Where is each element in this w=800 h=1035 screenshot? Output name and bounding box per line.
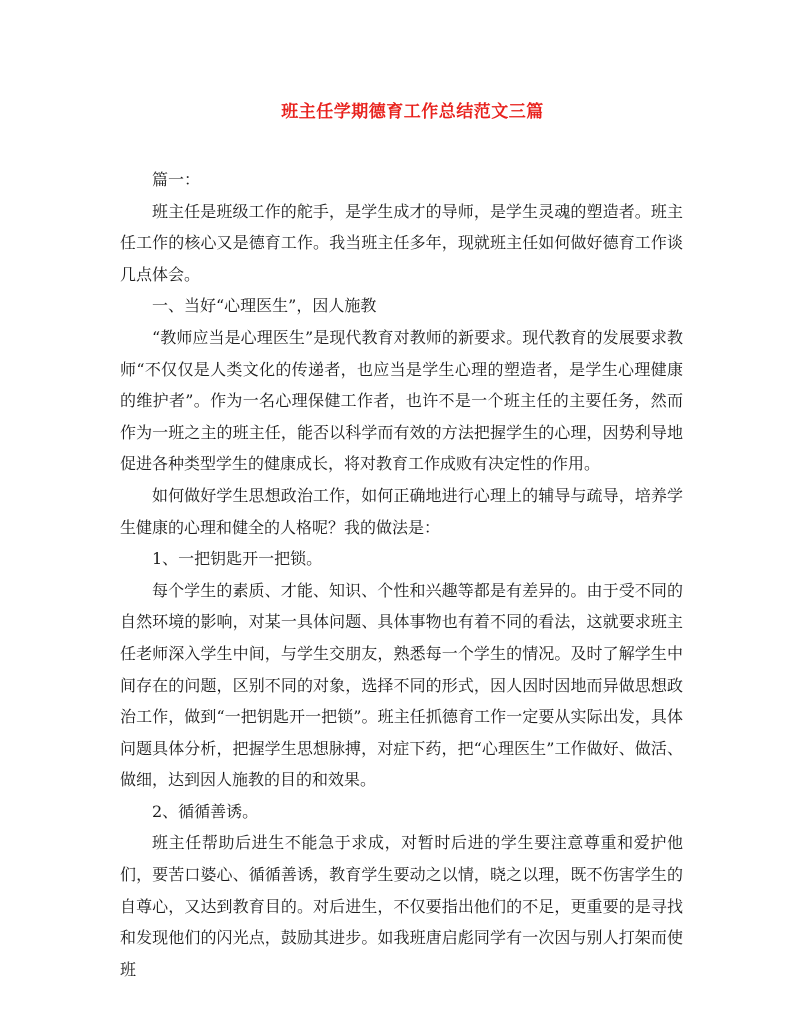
section-heading: 一、当好“心理医生”，因人施教 (152, 296, 377, 316)
paragraph: 班主任是班级工作的舵手，是学生成才的导师，是学生灵魂的塑造者。班主任工作的核心又是德育工作。我当班主任多年，现就班主任如何做好德育工作谈几点体会。 (120, 201, 683, 284)
paragraph: “教师应当是心理医生”是现代教育对教师的新要求。现代教育的发展要求教师“不仅仅是人类文化的传递者，也应当是学生心理的塑造者，是学生心理健康的维护者”。作为一名心理保健工作者，也许不是一个班主任的主要任务，然而作为一班之主的班主任，能否以科学而有效的方法把握学生的心理，因势利导地促进各种类型学生的健康成长，将对教育工作成败有决定性的作用。 (120, 327, 683, 474)
paragraph: 如何做好学生思想政治工作，如何正确地进行心理上的辅导与疏导，培养学生健康的心理和健全的人格呢？我的做法是： (120, 485, 683, 537)
subsection-heading: 1、一把钥匙开一把锁。 (152, 549, 323, 569)
document-title: 班主任学期德育工作总结范文三篇 (281, 102, 544, 122)
subsection-heading: 2、循循善诱。 (152, 801, 259, 821)
paragraph: 每个学生的素质、才能、知识、个性和兴趣等都是有差异的。由于受不同的自然环境的影响，对某一具体问题、具体事物也有着不同的看法，这就要求班主任老师深入学生中间，与学生交朋友，熟悉每一个学生的情况。及时了解学生中间存在的问题，区别不同的对象，选择不同的形式，因人因时因地而异做思想政治工作，做到“一把钥匙开一把锁”。班主任抓德育工作一定要从实际出发，具体问题具体分析，把握学生思想脉搏，对症下药，把“心理医生”工作做好、做活、做细，达到因人施教的目的和效果。 (120, 580, 683, 790)
paragraph: 班主任帮助后进生不能急于求成，对暂时后进的学生要注意尊重和爱护他们，要苦口婆心、循循善诱，教育学生要动之以情，晓之以理，既不伤害学生的自尊心，又达到教育目的。对后进生，不仅要指出他们的不足，更重要的是寻找和发现他们的闪光点，鼓励其进步。如我班唐启彪同学有一次因与别人打架而使班 (120, 833, 683, 979)
document-page (120, 100, 683, 985)
paragraph-heading-part-one: 篇一： (152, 170, 201, 189)
